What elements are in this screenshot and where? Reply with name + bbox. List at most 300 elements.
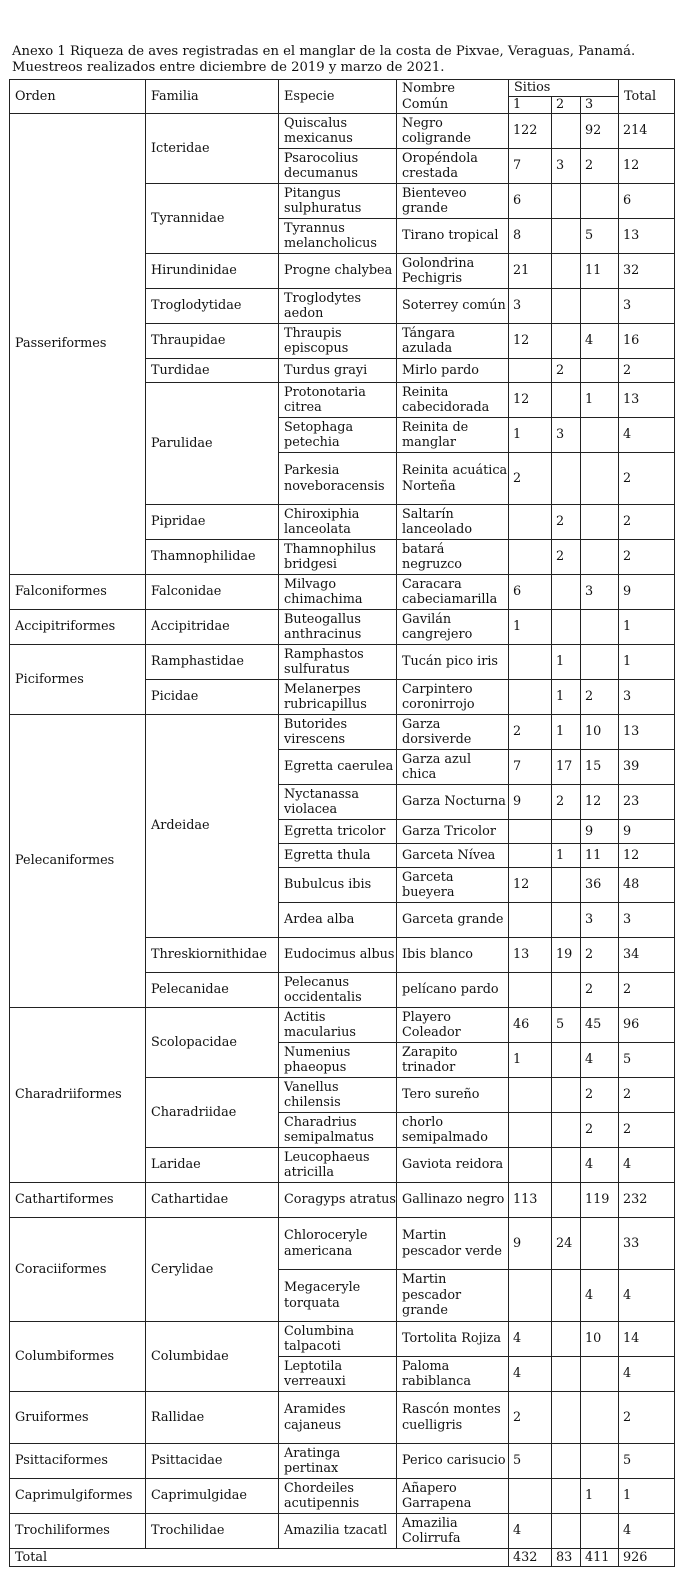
sitio-1-cell: 6 <box>509 575 552 610</box>
sitio-2-cell: 3 <box>552 418 581 453</box>
sitio-3-cell <box>581 610 619 645</box>
total-sitio-1: 432 <box>509 1549 552 1567</box>
sitio-2-cell <box>552 453 581 505</box>
especie-cell: Nyctanassa violacea <box>279 785 397 820</box>
table-row <box>10 1218 675 1270</box>
nombre-comun-cell: Bienteveo grande <box>397 184 509 219</box>
sitio-2-cell <box>552 1444 581 1479</box>
total-cell: 13 <box>619 383 675 418</box>
table-caption <box>12 44 677 76</box>
sitio-1-cell: 5 <box>509 1444 552 1479</box>
sitio-3-cell: 4 <box>581 1148 619 1183</box>
sitio-3-cell <box>581 1392 619 1444</box>
sitio-3-cell: 4 <box>581 1270 619 1322</box>
sitio-1-cell: 12 <box>509 383 552 418</box>
familia-cell: Cerylidae <box>146 1218 279 1322</box>
nombre-comun-cell: Carpintero coronirrojo <box>397 680 509 715</box>
total-cell: 32 <box>619 254 675 289</box>
nombre-comun-cell: Caracara cabeciamarilla <box>397 575 509 610</box>
especie-cell: Egretta thula <box>279 844 397 868</box>
orden-cell: Caprimulgiformes <box>10 1479 146 1514</box>
total-cell: 3 <box>619 289 675 324</box>
especie-cell: Coragyps atratus <box>279 1183 397 1218</box>
header-sitio-3: 3 <box>581 97 619 114</box>
especie-cell: Thraupis episcopus <box>279 324 397 359</box>
nombre-comun-cell: Perico carisucio <box>397 1444 509 1479</box>
nombre-comun-cell: Paloma rabiblanca <box>397 1357 509 1392</box>
nombre-comun-cell: Tortolita Rojiza <box>397 1322 509 1357</box>
sitio-3-cell: 11 <box>581 844 619 868</box>
familia-cell: Scolopacidae <box>146 1008 279 1078</box>
especie-cell: Pitangus sulphuratus <box>279 184 397 219</box>
total-cell: 5 <box>619 1444 675 1479</box>
total-cell: 23 <box>619 785 675 820</box>
table-body <box>10 114 675 1549</box>
table-row <box>10 1514 675 1549</box>
sitio-2-cell: 24 <box>552 1218 581 1270</box>
sitio-1-cell: 13 <box>509 938 552 973</box>
sitio-3-cell <box>581 359 619 383</box>
nombre-comun-cell: Reinita cabecidorada <box>397 383 509 418</box>
nombre-comun-cell: Gallinazo negro <box>397 1183 509 1218</box>
totals-label: Total <box>10 1549 509 1567</box>
familia-cell: Hirundinidae <box>146 254 279 289</box>
sitio-3-cell: 2 <box>581 1113 619 1148</box>
sitio-2-cell <box>552 610 581 645</box>
especie-cell: Eudocimus albus <box>279 938 397 973</box>
sitio-1-cell: 1 <box>509 1043 552 1078</box>
familia-cell: Thamnophilidae <box>146 540 279 575</box>
total-cell: 6 <box>619 184 675 219</box>
nombre-comun-cell: pelícano pardo <box>397 973 509 1008</box>
header-familia: Familia <box>146 80 279 114</box>
sitio-1-cell: 4 <box>509 1357 552 1392</box>
sitio-1-cell: 9 <box>509 785 552 820</box>
especie-cell: Actitis macularius <box>279 1008 397 1043</box>
total-cell: 48 <box>619 868 675 903</box>
sitio-1-cell <box>509 1148 552 1183</box>
familia-cell: Tyrannidae <box>146 184 279 254</box>
especie-cell: Aratinga pertinax <box>279 1444 397 1479</box>
especie-cell: Quiscalus mexicanus <box>279 114 397 149</box>
nombre-comun-cell: Tángara azulada <box>397 324 509 359</box>
nombre-comun-cell: Garceta Nívea <box>397 844 509 868</box>
especie-cell: Numenius phaeopus <box>279 1043 397 1078</box>
sitio-2-cell <box>552 1479 581 1514</box>
sitio-1-cell: 2 <box>509 453 552 505</box>
sitio-1-cell: 4 <box>509 1514 552 1549</box>
sitio-2-cell <box>552 1183 581 1218</box>
total-cell: 1 <box>619 610 675 645</box>
especie-cell: Egretta caerulea <box>279 750 397 785</box>
sitio-3-cell <box>581 1444 619 1479</box>
total-cell: 5 <box>619 1043 675 1078</box>
sitio-1-cell <box>509 505 552 540</box>
sitio-3-cell: 2 <box>581 149 619 184</box>
sitio-1-cell <box>509 1479 552 1514</box>
especie-cell: Egretta tricolor <box>279 820 397 844</box>
total-cell: 4 <box>619 1270 675 1322</box>
nombre-comun-cell: Garza Tricolor <box>397 820 509 844</box>
header-nombre-line2: Común <box>402 96 449 112</box>
especie-cell: Tyrannus melancholicus <box>279 219 397 254</box>
sitio-2-cell <box>552 973 581 1008</box>
sitio-3-cell: 5 <box>581 219 619 254</box>
sitio-2-cell <box>552 324 581 359</box>
sitio-3-cell: 92 <box>581 114 619 149</box>
sitio-2-cell <box>552 254 581 289</box>
total-cell: 14 <box>619 1322 675 1357</box>
sitio-2-cell <box>552 1357 581 1392</box>
orden-cell: Charadriiformes <box>10 1008 146 1183</box>
especie-cell: Buteogallus anthracinus <box>279 610 397 645</box>
sitio-3-cell: 1 <box>581 1479 619 1514</box>
familia-cell: Caprimulgidae <box>146 1479 279 1514</box>
nombre-comun-cell: chorlo semipalmado <box>397 1113 509 1148</box>
especie-cell: Vanellus chilensis <box>279 1078 397 1113</box>
total-cell: 4 <box>619 1514 675 1549</box>
nombre-comun-cell: Rascón montes cuelligris <box>397 1392 509 1444</box>
sitio-3-cell: 3 <box>581 575 619 610</box>
sitio-1-cell <box>509 540 552 575</box>
total-cell: 3 <box>619 680 675 715</box>
nombre-comun-cell: Garceta grande <box>397 903 509 938</box>
nombre-comun-cell: Oropéndola crestada <box>397 149 509 184</box>
familia-cell: Pipridae <box>146 505 279 540</box>
grand-total: 926 <box>619 1549 675 1567</box>
sitio-2-cell: 2 <box>552 540 581 575</box>
total-cell: 16 <box>619 324 675 359</box>
nombre-comun-cell: Reinita acuática Norteña <box>397 453 509 505</box>
sitio-2-cell <box>552 289 581 324</box>
sitio-3-cell: 2 <box>581 973 619 1008</box>
nombre-comun-cell: Tucán pico iris <box>397 645 509 680</box>
familia-cell: Cathartidae <box>146 1183 279 1218</box>
sitio-1-cell: 6 <box>509 184 552 219</box>
especie-cell: Psarocolius decumanus <box>279 149 397 184</box>
sitio-2-cell <box>552 1392 581 1444</box>
sitio-2-cell: 1 <box>552 715 581 750</box>
sitio-1-cell: 46 <box>509 1008 552 1043</box>
sitio-2-cell: 19 <box>552 938 581 973</box>
nombre-comun-cell: Mirlo pardo <box>397 359 509 383</box>
total-cell: 13 <box>619 715 675 750</box>
total-cell: 12 <box>619 844 675 868</box>
familia-cell: Ramphastidae <box>146 645 279 680</box>
familia-cell: Psittacidae <box>146 1444 279 1479</box>
sitio-1-cell: 12 <box>509 868 552 903</box>
sitio-1-cell <box>509 680 552 715</box>
sitio-1-cell: 122 <box>509 114 552 149</box>
nombre-comun-cell: Saltarín lanceolado <box>397 505 509 540</box>
especie-cell: Pelecanus occidentalis <box>279 973 397 1008</box>
total-cell: 2 <box>619 540 675 575</box>
sitio-3-cell: 10 <box>581 715 619 750</box>
table-row <box>10 114 675 149</box>
table-row <box>10 1444 675 1479</box>
total-cell: 39 <box>619 750 675 785</box>
especie-cell: Parkesia noveboracensis <box>279 453 397 505</box>
nombre-comun-cell: Reinita de manglar <box>397 418 509 453</box>
sitio-3-cell: 119 <box>581 1183 619 1218</box>
nombre-comun-cell: batará negruzco <box>397 540 509 575</box>
especie-cell: Progne chalybea <box>279 254 397 289</box>
sitio-2-cell: 3 <box>552 149 581 184</box>
header-nombre-line1: Nombre <box>402 81 455 97</box>
especie-cell: Aramides cajaneus <box>279 1392 397 1444</box>
especie-cell: Bubulcus ibis <box>279 868 397 903</box>
total-cell: 2 <box>619 1392 675 1444</box>
sitio-3-cell: 12 <box>581 785 619 820</box>
sitio-3-cell <box>581 184 619 219</box>
sitio-2-cell <box>552 1270 581 1322</box>
nombre-comun-cell: Tirano tropical <box>397 219 509 254</box>
sitio-2-cell <box>552 868 581 903</box>
sitio-1-cell: 7 <box>509 750 552 785</box>
total-cell: 2 <box>619 505 675 540</box>
familia-cell: Parulidae <box>146 383 279 505</box>
sitio-3-cell <box>581 418 619 453</box>
nombre-comun-cell: Martin pescador verde <box>397 1218 509 1270</box>
nombre-comun-cell: Añapero Garrapena <box>397 1479 509 1514</box>
familia-cell: Laridae <box>146 1148 279 1183</box>
header-sitio-1: 1 <box>509 97 552 114</box>
sitio-1-cell: 4 <box>509 1322 552 1357</box>
nombre-comun-cell: Gavilán cangrejero <box>397 610 509 645</box>
especie-cell: Protonotaria citrea <box>279 383 397 418</box>
total-cell: 1 <box>619 1479 675 1514</box>
header-especie: Especie <box>279 80 397 114</box>
total-cell: 96 <box>619 1008 675 1043</box>
nombre-comun-cell: Soterrey común <box>397 289 509 324</box>
sitio-3-cell: 3 <box>581 903 619 938</box>
sitio-2-cell <box>552 383 581 418</box>
sitio-2-cell <box>552 219 581 254</box>
header-sitio-2: 2 <box>552 97 581 114</box>
total-cell: 2 <box>619 973 675 1008</box>
especie-cell: Chloroceryle americana <box>279 1218 397 1270</box>
orden-cell: Passeriformes <box>10 114 146 575</box>
nombre-comun-cell: Ibis blanco <box>397 938 509 973</box>
nombre-comun-cell: Martin pescador grande <box>397 1270 509 1322</box>
familia-cell: Charadriidae <box>146 1078 279 1148</box>
table-row <box>10 1183 675 1218</box>
sitio-3-cell: 4 <box>581 1043 619 1078</box>
sitio-2-cell: 5 <box>552 1008 581 1043</box>
nombre-comun-cell: Zarapito trinador <box>397 1043 509 1078</box>
sitio-1-cell <box>509 973 552 1008</box>
nombre-comun-cell: Golondrina Pechigris <box>397 254 509 289</box>
familia-cell: Troglodytidae <box>146 289 279 324</box>
especie-cell: Milvago chimachima <box>279 575 397 610</box>
sitio-3-cell: 4 <box>581 324 619 359</box>
nombre-comun-cell: Garza Nocturna <box>397 785 509 820</box>
total-cell: 2 <box>619 359 675 383</box>
total-sitio-3: 411 <box>581 1549 619 1567</box>
header-row-1 <box>10 80 675 97</box>
especie-cell: Amazilia tzacatl <box>279 1514 397 1549</box>
sitio-3-cell: 45 <box>581 1008 619 1043</box>
sitio-2-cell <box>552 1078 581 1113</box>
sitio-3-cell: 36 <box>581 868 619 903</box>
sitio-2-cell: 1 <box>552 844 581 868</box>
header-orden: Orden <box>10 80 146 114</box>
sitio-2-cell <box>552 114 581 149</box>
table-row <box>10 645 675 680</box>
sitio-2-cell: 2 <box>552 505 581 540</box>
sitio-1-cell: 9 <box>509 1218 552 1270</box>
orden-cell: Psittaciformes <box>10 1444 146 1479</box>
familia-cell: Pelecanidae <box>146 973 279 1008</box>
sitio-1-cell <box>509 820 552 844</box>
orden-cell: Columbiformes <box>10 1322 146 1392</box>
sitio-1-cell: 8 <box>509 219 552 254</box>
total-cell: 9 <box>619 820 675 844</box>
nombre-comun-cell: Gaviota reidora <box>397 1148 509 1183</box>
nombre-comun-cell: Tero sureño <box>397 1078 509 1113</box>
sitio-2-cell <box>552 820 581 844</box>
familia-cell: Accipitridae <box>146 610 279 645</box>
sitio-3-cell <box>581 289 619 324</box>
total-cell: 2 <box>619 1113 675 1148</box>
total-sitio-2: 83 <box>552 1549 581 1567</box>
nombre-comun-cell: Negro coligrande <box>397 114 509 149</box>
familia-cell: Turdidae <box>146 359 279 383</box>
especie-cell: Leucophaeus atricilla <box>279 1148 397 1183</box>
total-cell: 4 <box>619 1148 675 1183</box>
sitio-3-cell <box>581 1357 619 1392</box>
orden-cell: Accipitriformes <box>10 610 146 645</box>
familia-cell: Icteridae <box>146 114 279 184</box>
total-cell: 9 <box>619 575 675 610</box>
total-cell: 232 <box>619 1183 675 1218</box>
sitio-3-cell <box>581 540 619 575</box>
sitio-1-cell: 21 <box>509 254 552 289</box>
sitio-1-cell: 2 <box>509 1392 552 1444</box>
especie-cell: Ardea alba <box>279 903 397 938</box>
table-row <box>10 1008 675 1043</box>
total-cell: 2 <box>619 453 675 505</box>
especie-cell: Columbina talpacoti <box>279 1322 397 1357</box>
especie-cell: Thamnophilus bridgesi <box>279 540 397 575</box>
sitio-3-cell: 15 <box>581 750 619 785</box>
total-cell: 1 <box>619 645 675 680</box>
orden-cell: Gruiformes <box>10 1392 146 1444</box>
familia-cell: Threskiornithidae <box>146 938 279 973</box>
sitio-2-cell <box>552 1322 581 1357</box>
sitio-1-cell <box>509 1270 552 1322</box>
sitio-3-cell <box>581 505 619 540</box>
table-row <box>10 1322 675 1357</box>
familia-cell: Picidae <box>146 680 279 715</box>
sitio-2-cell <box>552 575 581 610</box>
table-row <box>10 1479 675 1514</box>
familia-cell: Falconidae <box>146 575 279 610</box>
sitio-1-cell <box>509 844 552 868</box>
total-cell: 13 <box>619 219 675 254</box>
sitio-2-cell: 17 <box>552 750 581 785</box>
especie-cell: Melanerpes rubricapillus <box>279 680 397 715</box>
sitio-1-cell <box>509 359 552 383</box>
sitio-3-cell <box>581 645 619 680</box>
especie-cell: Ramphastos sulfuratus <box>279 645 397 680</box>
especie-cell: Chordeiles acutipennis <box>279 1479 397 1514</box>
total-cell: 4 <box>619 1357 675 1392</box>
nombre-comun-cell: Garza dorsiverde <box>397 715 509 750</box>
orden-cell: Coraciiformes <box>10 1218 146 1322</box>
especie-cell: Butorides virescens <box>279 715 397 750</box>
orden-cell: Falconiformes <box>10 575 146 610</box>
sitio-1-cell: 2 <box>509 715 552 750</box>
especie-cell: Megaceryle torquata <box>279 1270 397 1322</box>
nombre-comun-cell: Garceta bueyera <box>397 868 509 903</box>
sitio-3-cell: 9 <box>581 820 619 844</box>
sitio-3-cell: 2 <box>581 680 619 715</box>
especie-cell: Troglodytes aedon <box>279 289 397 324</box>
especie-cell: Setophaga petechia <box>279 418 397 453</box>
sitio-1-cell: 7 <box>509 149 552 184</box>
familia-cell: Thraupidae <box>146 324 279 359</box>
nombre-comun-cell: Amazilia Colirrufa <box>397 1514 509 1549</box>
nombre-comun-cell: Garza azul chica <box>397 750 509 785</box>
sitio-3-cell: 11 <box>581 254 619 289</box>
sitio-2-cell <box>552 903 581 938</box>
especie-cell: Turdus grayi <box>279 359 397 383</box>
sitio-1-cell: 12 <box>509 324 552 359</box>
sitio-1-cell <box>509 1078 552 1113</box>
sitio-2-cell <box>552 1043 581 1078</box>
sitio-3-cell: 2 <box>581 1078 619 1113</box>
sitio-3-cell <box>581 453 619 505</box>
sitio-1-cell: 113 <box>509 1183 552 1218</box>
bird-richness-table <box>9 79 675 1567</box>
sitio-3-cell: 10 <box>581 1322 619 1357</box>
totals-row <box>10 1549 675 1567</box>
table-row <box>10 715 675 750</box>
sitio-1-cell <box>509 645 552 680</box>
sitio-2-cell <box>552 1113 581 1148</box>
total-cell: 214 <box>619 114 675 149</box>
familia-cell: Columbidae <box>146 1322 279 1392</box>
table-row <box>10 1392 675 1444</box>
sitio-1-cell: 1 <box>509 610 552 645</box>
total-cell: 34 <box>619 938 675 973</box>
sitio-2-cell <box>552 1514 581 1549</box>
total-cell: 2 <box>619 1078 675 1113</box>
familia-cell: Rallidae <box>146 1392 279 1444</box>
caption-line-1: Anexo 1 Riqueza de aves registradas en el manglar de la costa de Pixvae, Veraguas, Panamá. <box>12 44 636 59</box>
header-total: Total <box>619 80 675 114</box>
familia-cell: Trochilidae <box>146 1514 279 1549</box>
orden-cell: Trochiliformes <box>10 1514 146 1549</box>
familia-cell: Ardeidae <box>146 715 279 938</box>
sitio-3-cell: 1 <box>581 383 619 418</box>
sitio-2-cell <box>552 1148 581 1183</box>
especie-cell: Charadrius semipalmatus <box>279 1113 397 1148</box>
header-nombre-comun <box>397 80 509 114</box>
sitio-1-cell: 3 <box>509 289 552 324</box>
sitio-2-cell: 2 <box>552 359 581 383</box>
orden-cell: Cathartiformes <box>10 1183 146 1218</box>
sitio-3-cell: 2 <box>581 938 619 973</box>
table-row <box>10 575 675 610</box>
total-cell: 3 <box>619 903 675 938</box>
table-row <box>10 610 675 645</box>
sitio-1-cell: 1 <box>509 418 552 453</box>
sitio-1-cell <box>509 1113 552 1148</box>
sitio-3-cell <box>581 1514 619 1549</box>
sitio-2-cell <box>552 184 581 219</box>
